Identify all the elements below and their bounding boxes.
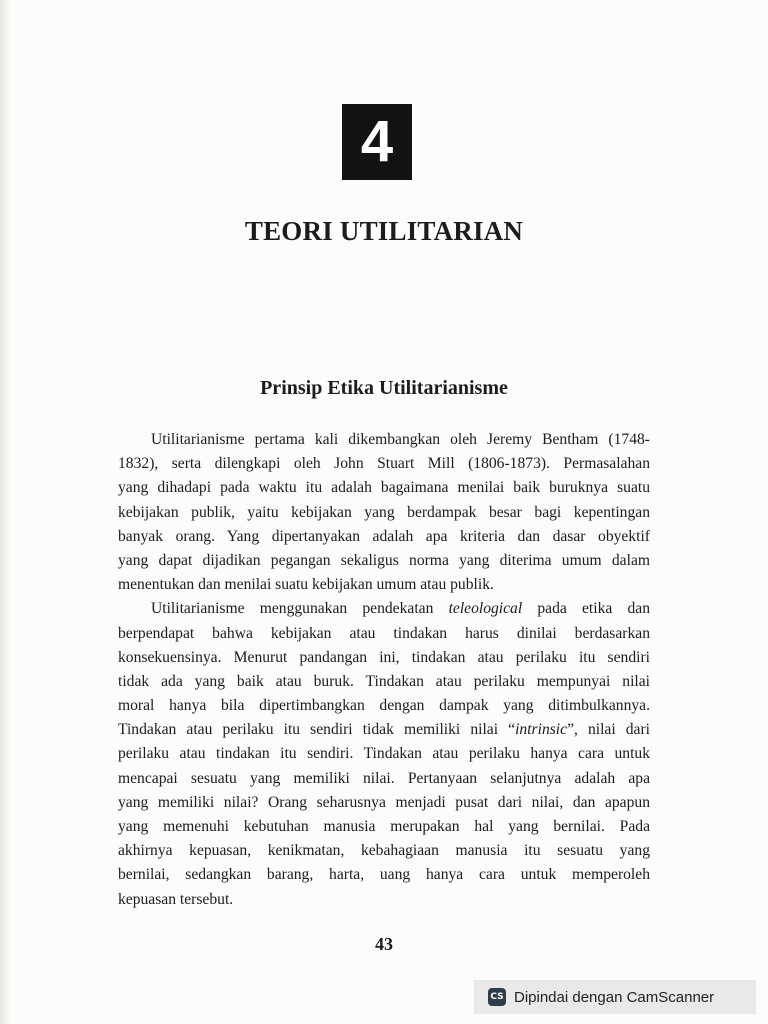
paragraph-2-line-1: [118, 597, 650, 621]
paragraph-2-line-11: akhirnya kepuasan, kenikmatan, kebahagiaan manusia itu sesuatu yang: [118, 842, 650, 860]
paragraph-1-line-7: menentukan dan menilai suatu kebijakan umum atau publik.: [118, 576, 494, 594]
chapter-number: 4: [360, 109, 394, 174]
page-number: 43: [375, 934, 393, 954]
paragraph-1-line-5: banyak orang. Yang dipertanyakan adalah apa kriteria dan dasar obyektif: [118, 527, 650, 545]
paragraph-2-line-8: mencapai sesuatu yang memiliki nilai. Pertanyaan selanjutnya adalah apa: [118, 769, 650, 787]
text-segment: ”, nilai dari: [567, 721, 651, 739]
italic-term-teleological: teleological: [448, 600, 523, 618]
camscanner-label: Dipindai dengan CamScanner: [514, 988, 715, 1006]
paragraph-2-line-2: berpendapat bahwa kebijakan atau tindakan harus dinilai berdasarkan: [118, 624, 650, 642]
camscanner-watermark: [474, 980, 756, 1014]
page-edge-shadow: [0, 0, 10, 1024]
italic-term-intrinsic: intrinsic: [515, 721, 568, 739]
paragraph-1-line-3: yang dihadapi pada waktu itu adalah bagaimana menilai baik buruknya suatu: [118, 479, 650, 497]
paragraph-2-line-7: perilaku atau tindakan itu sendiri. Tindakan atau perilaku hanya cara untuk: [118, 745, 650, 763]
paragraph-2-line-6: [118, 718, 650, 742]
paragraph-2-line-5: moral hanya bila dipertimbangkan dengan dampak yang ditimbulkannya.: [118, 697, 650, 715]
body-text: [118, 428, 650, 912]
camscanner-logo-icon: CS: [488, 988, 506, 1006]
paragraph-1-line-4: kebijakan publik, yaitu kebijakan yang berdampak besar bagi kepentingan: [118, 503, 650, 521]
paragraph-2-line-9: yang memiliki nilai? Orang seharusnya menjadi pusat dari nilai, dan apapun: [118, 793, 650, 811]
paragraph-1-line-6: yang dapat dijadikan pegangan sekaligus norma yang diterima umum dalam: [118, 551, 650, 569]
chapter-number-badge: [342, 104, 412, 180]
paragraph-2-line-4: tidak ada yang baik atau buruk. Tindakan atau perilaku mempunyai nilai: [118, 672, 650, 690]
paragraph-1-line-2: 1832), serta dilengkapi oleh John Stuart Mill (1806-1873). Permasalahan: [118, 455, 650, 473]
text-segment: Utilitarianisme menggunakan pendekatan: [151, 600, 449, 618]
paragraph-2-line-3: konsekuensinya. Menurut pandangan ini, tindakan atau perilaku itu sendiri: [118, 648, 650, 666]
text-segment: Tindakan atau perilaku itu sendiri tidak memiliki nilai “: [118, 721, 516, 739]
paragraph-2-line-10: yang memenuhi kebutuhan manusia merupakan hal yang bernilai. Pada: [118, 818, 650, 835]
text-segment: pada etika dan: [522, 600, 650, 618]
section-title: Prinsip Etika Utilitarianisme: [260, 377, 508, 399]
chapter-title: TEORI UTILITARIAN: [244, 216, 524, 246]
paragraph-1-line-1: Utilitarianisme pertama kali dikembangkan oleh Jeremy Bentham (1748-: [151, 431, 650, 448]
paragraph-2-line-12: bernilai, sedangkan barang, harta, uang hanya cara untuk memperoleh: [118, 866, 650, 884]
paragraph-2-line-13: kepuasan tersebut.: [118, 890, 234, 908]
